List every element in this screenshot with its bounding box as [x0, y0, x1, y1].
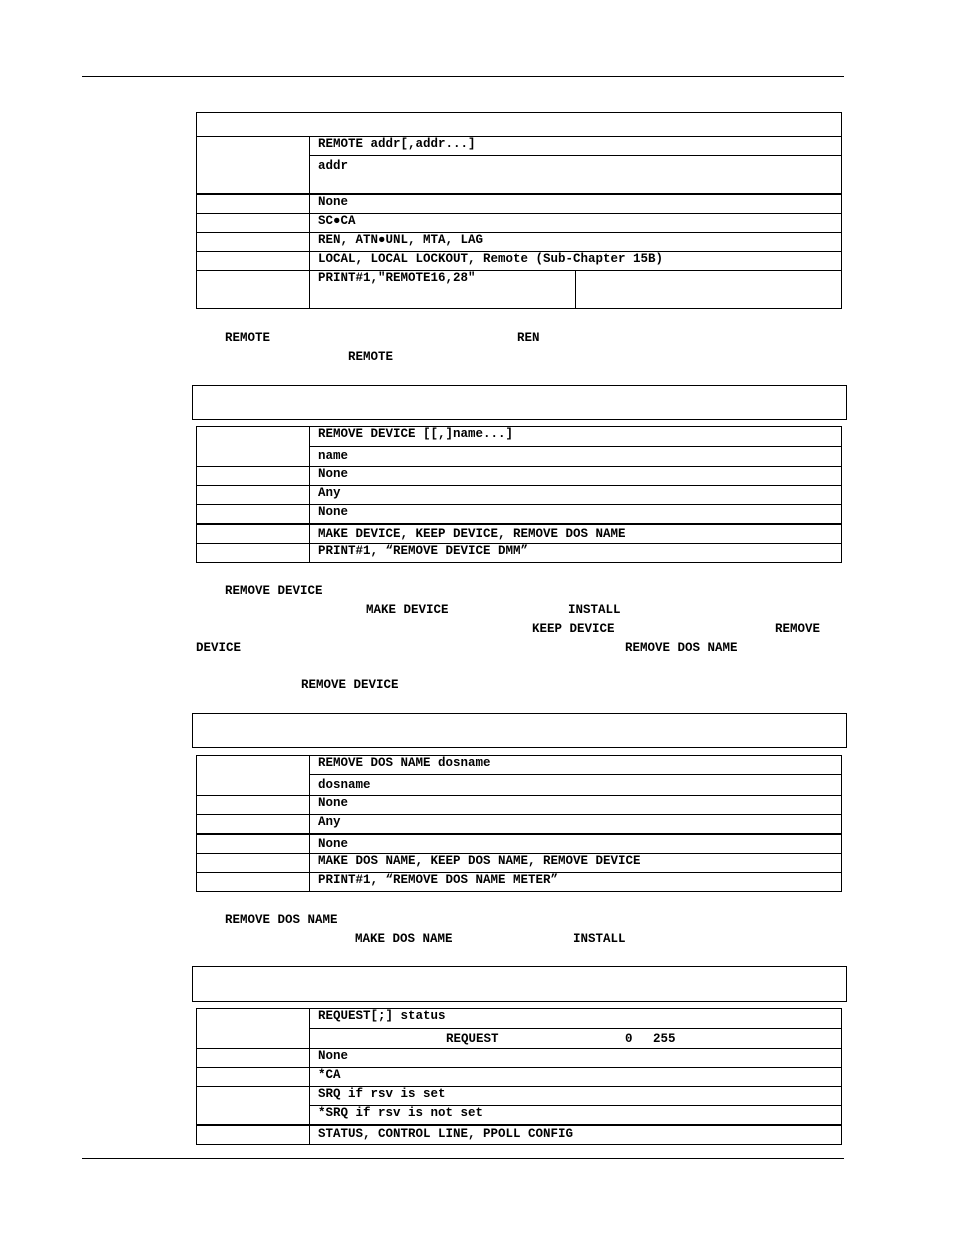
request-syntax: REQUEST[;] status: [310, 1009, 842, 1029]
remote-desc-word: REMOTE: [348, 350, 394, 364]
remove-device-desc-word: INSTALL: [568, 603, 621, 617]
remove-device-desc-word: REMOVE DEVICE: [301, 678, 399, 692]
remote-param: addr: [310, 156, 842, 194]
remote-see-also: LOCAL, LOCAL LOCKOUT, Remote (Sub-Chapter 15B): [310, 252, 842, 271]
request-param-word: REQUEST: [446, 1032, 499, 1046]
remove-device-desc-word: REMOVE: [775, 622, 821, 636]
remove-dos-name-param: dosname: [310, 775, 842, 796]
remove-dos-name-table: [196, 755, 842, 892]
remove-device-desc-word: MAKE DEVICE: [366, 603, 449, 617]
request-bus-state-2: *SRQ if rsv is not set: [310, 1106, 842, 1125]
remove-device-see-also: MAKE DEVICE, KEEP DEVICE, REMOVE DOS NAME: [310, 524, 842, 544]
remote-syntax: REMOTE addr[,addr...]: [310, 137, 842, 156]
remove-dos-name-see-also: MAKE DOS NAME, KEEP DOS NAME, REMOVE DEVICE: [310, 854, 842, 873]
request-title-bar: [192, 966, 847, 1002]
request-response: None: [310, 1049, 842, 1068]
remove-device-mode: Any: [310, 486, 842, 505]
remove-device-response: None: [310, 467, 842, 486]
remove-dos-name-bus-states: None: [310, 834, 842, 854]
remove-dos-name-desc-word: REMOVE DOS NAME: [225, 913, 338, 927]
remote-response: None: [310, 194, 842, 214]
remove-device-example: PRINT#1, “REMOVE DEVICE DMM”: [310, 544, 842, 563]
request-param: [310, 1029, 842, 1049]
remote-example-blank: [576, 271, 842, 309]
remove-device-desc-word: REMOVE DOS NAME: [625, 641, 738, 655]
request-param-word: 0: [625, 1032, 633, 1046]
request-mode: *CA: [310, 1068, 842, 1087]
request-see-also: STATUS, CONTROL LINE, PPOLL CONFIG: [310, 1125, 842, 1145]
remove-device-desc-word: REMOVE DEVICE: [225, 584, 323, 598]
remove-device-syntax: REMOVE DEVICE [[,]name...]: [310, 427, 842, 447]
request-table: [196, 1008, 842, 1145]
remote-table: [196, 136, 842, 309]
syntax-label-cell: [197, 137, 310, 194]
remove-dos-name-example: PRINT#1, “REMOVE DOS NAME METER”: [310, 873, 842, 892]
footer-rule: [82, 1158, 844, 1159]
remove-dos-name-syntax: REMOVE DOS NAME dosname: [310, 756, 842, 775]
header-rule: [82, 76, 844, 77]
remove-dos-name-response: None: [310, 796, 842, 815]
remove-device-param: name: [310, 447, 842, 467]
remove-dos-name-desc-word: MAKE DOS NAME: [355, 932, 453, 946]
remove-device-table: [196, 426, 842, 563]
remote-title-bar: [196, 112, 842, 137]
remote-bus-states: REN, ATN●UNL, MTA, LAG: [310, 233, 842, 252]
remove-dos-name-title-bar: [192, 713, 847, 748]
remote-desc-word: REMOTE: [225, 331, 271, 345]
request-bus-state-1: SRQ if rsv is set: [310, 1087, 842, 1106]
remote-example: PRINT#1,"REMOTE16,28": [310, 271, 576, 309]
remove-device-bus-states: None: [310, 505, 842, 524]
remote-mode: SC●CA: [310, 214, 842, 233]
remove-dos-name-desc-word: INSTALL: [573, 932, 626, 946]
remote-desc-word: REN: [517, 331, 540, 345]
remove-device-desc-word: KEEP DEVICE: [532, 622, 615, 636]
request-param-word: 255: [653, 1032, 676, 1046]
remove-dos-name-mode: Any: [310, 815, 842, 834]
remove-device-desc-word: DEVICE: [196, 641, 242, 655]
remove-device-title-bar: [192, 385, 847, 420]
